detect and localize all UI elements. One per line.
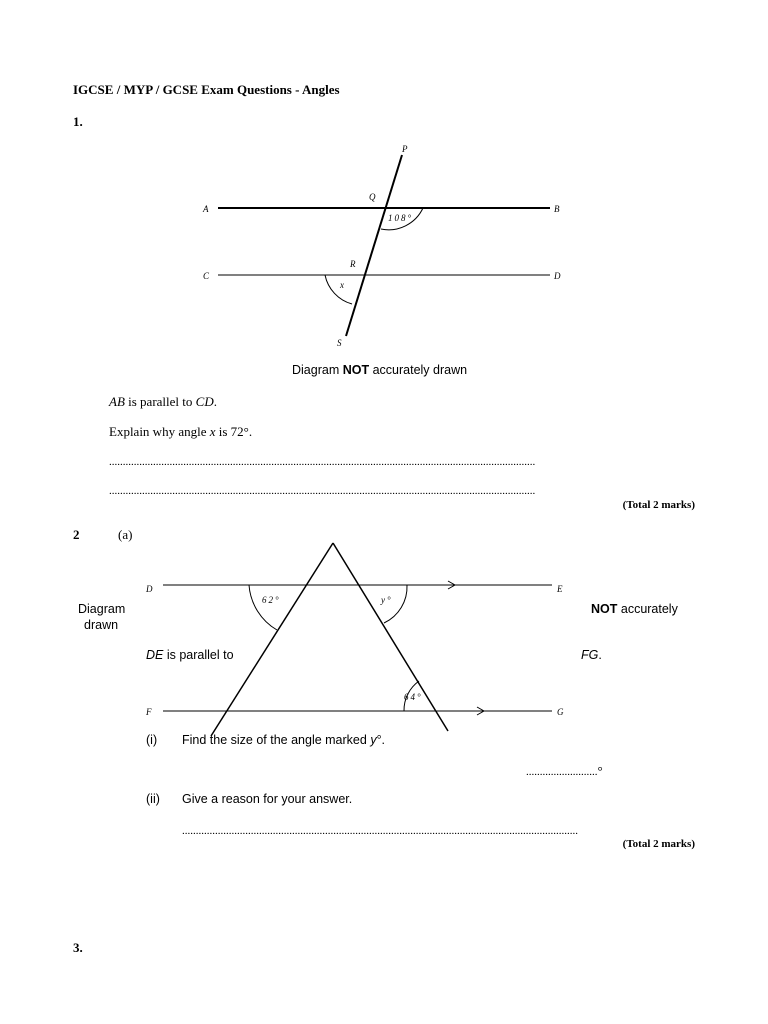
angle-label-x: x: [340, 280, 344, 290]
q2-sub-i-question: Find the size of the angle marked y°.: [182, 733, 386, 747]
q2-sub-ii-question: Give a reason for your answer.: [182, 792, 353, 806]
angle-arc-x: [325, 275, 352, 304]
q2-part-a: (a): [118, 527, 133, 542]
q2-drawn-word: drawn: [84, 618, 119, 632]
point-s: S: [337, 338, 342, 348]
angle-label-64: 64°: [404, 692, 423, 702]
point-b: B: [554, 204, 560, 214]
q2-sub-i-number: (i): [146, 733, 158, 747]
q1-explain-prompt: Explain why angle x is 72°.: [109, 424, 253, 439]
point-d2: D: [146, 584, 153, 594]
q2-sub-ii-number: (ii): [146, 792, 160, 806]
q1-answer-line-1[interactable]: ...........................................................................................................................................................: [109, 456, 536, 468]
q2-diagram-word: Diagram: [78, 602, 126, 616]
point-p: P: [402, 144, 408, 154]
q2-parallel-statement: DE is parallel to: [146, 648, 234, 662]
q2-total-marks: (Total 2 marks): [622, 838, 695, 850]
triangle-left-side: [211, 543, 333, 736]
q1-diagram-note: Diagram NOT accurately drawn: [292, 363, 468, 377]
point-d: D: [554, 271, 561, 281]
angle-label-62: 62°: [262, 595, 281, 605]
question-1-number: 1.: [73, 114, 83, 129]
q2-reason-line[interactable]: ................................................................................................................................................: [182, 825, 578, 837]
point-e: E: [557, 584, 563, 594]
q1-parallel-statement: AB is parallel to CD.: [109, 394, 217, 409]
q2-parallel-fg: FG.: [581, 648, 602, 662]
q1-diagram: [202, 144, 561, 348]
triangle-right-side: [333, 543, 448, 731]
angle-arc-62: [249, 585, 277, 630]
point-c: C: [203, 271, 210, 281]
q2-not-accurately: NOT accurately: [591, 602, 678, 616]
point-r: R: [350, 259, 356, 269]
page-title: IGCSE / MYP / GCSE Exam Questions - Angles: [73, 82, 340, 97]
point-f: F: [146, 707, 152, 717]
question-2-number: 2: [73, 527, 80, 542]
point-a: A: [203, 204, 209, 214]
point-g: G: [557, 707, 564, 717]
angle-label-y: y°: [381, 595, 393, 605]
question-3-number: 3.: [73, 940, 83, 955]
q2-diagram: [145, 543, 564, 736]
q1-answer-line-2[interactable]: ...........................................................................................................................................................: [109, 485, 536, 497]
point-q: Q: [369, 192, 376, 202]
transversal-ps: [346, 155, 402, 336]
q1-total-marks: (Total 2 marks): [622, 499, 695, 511]
angle-label-108: 108°: [388, 213, 414, 223]
q2-answer-line[interactable]: ..........................°: [526, 763, 603, 778]
